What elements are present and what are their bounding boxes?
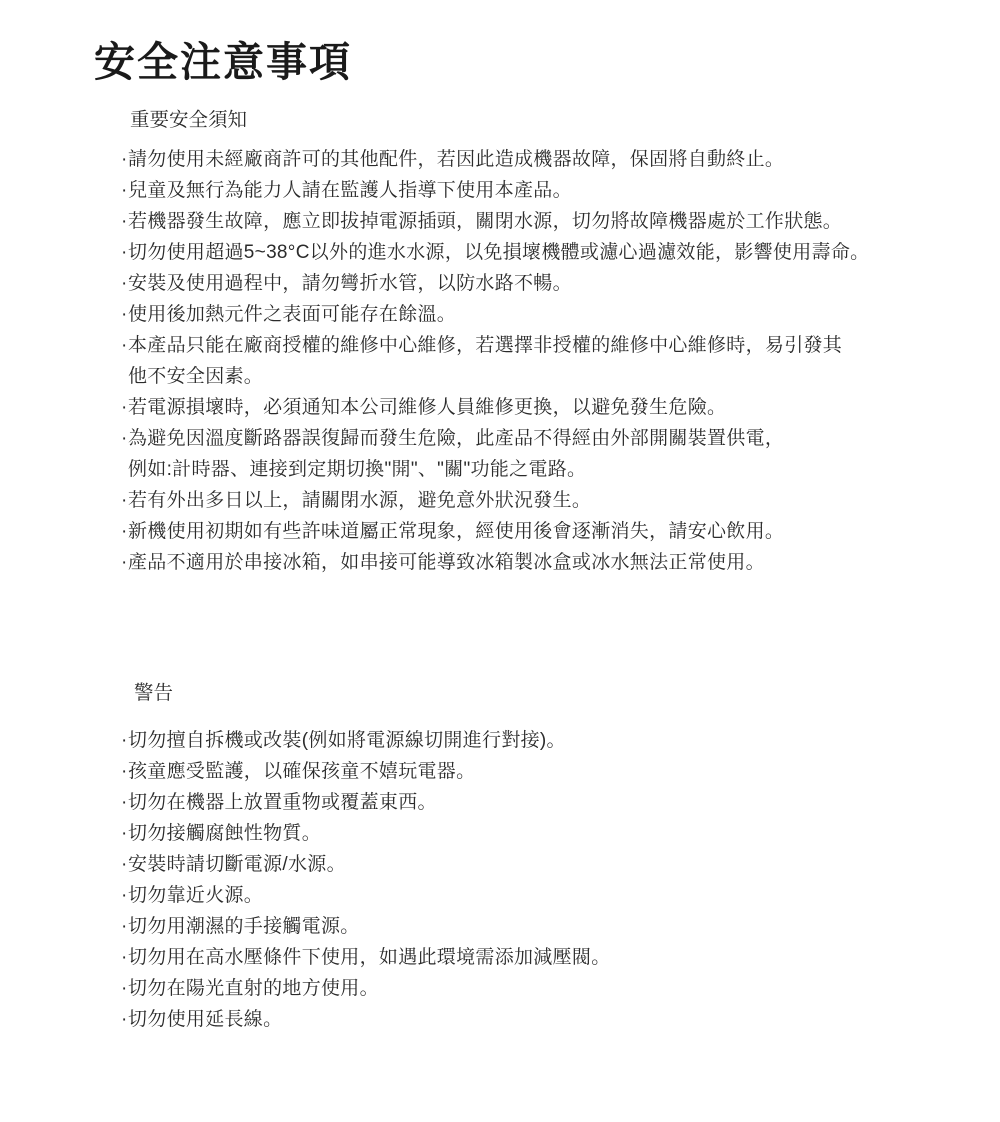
warning-item-text: 切勿在機器上放置重物或覆蓋東西。 (128, 792, 437, 813)
warning-item (121, 942, 611, 973)
warning-item-text: 切勿擅自拆機或改裝(例如將電源線切開進行對接)。 (128, 730, 566, 751)
bullet-dot: · (121, 854, 128, 875)
warning-item (121, 787, 611, 818)
bullet-dot: · (121, 242, 128, 263)
safety-item-text: 兒童及無行為能力人請在監護人指導下使用本產品。 (128, 180, 572, 201)
bullet-dot: · (121, 180, 128, 201)
safety-item (121, 485, 869, 516)
safety-item (121, 392, 869, 423)
safety-item-text: 產品不適用於串接冰箱，如串接可能導致冰箱製冰盒或冰水無法正常使用。 (128, 552, 765, 573)
safety-item-continuation (121, 361, 869, 392)
bullet-dot: · (121, 885, 128, 906)
safety-item (121, 299, 869, 330)
warning-item-text: 切勿在陽光直射的地方使用。 (128, 978, 379, 999)
safety-item-text: 請勿使用未經廠商許可的其他配件，若因此造成機器故障，保固將自動終止。 (128, 149, 785, 170)
bullet-dot: · (121, 916, 128, 937)
warning-item (121, 849, 611, 880)
warning-item (121, 973, 611, 1004)
bullet-dot: · (121, 428, 128, 449)
safety-item-text: 新機使用初期如有些許味道屬正常現象，經使用後會逐漸消失，請安心飲用。 (128, 521, 785, 542)
safety-item-text: 使用後加熱元件之表面可能存在餘溫。 (128, 304, 457, 325)
warning-item (121, 911, 611, 942)
bullet-dot: · (121, 792, 128, 813)
safety-item-text: 他不安全因素。 (128, 366, 264, 387)
warning-item (121, 1004, 611, 1035)
bullet-dot: · (121, 521, 128, 542)
bullet-dot: · (121, 761, 128, 782)
safety-item-continuation (121, 454, 869, 485)
page-title: 安全注意事項 (94, 39, 352, 85)
safety-item-text: 若電源損壞時，必須通知本公司維修人員維修更換，以避免發生危險。 (128, 397, 727, 418)
warning-item-text: 孩童應受監護，以確保孩童不嬉玩電器。 (128, 761, 476, 782)
safety-item (121, 144, 869, 175)
safety-item-text: 安裝及使用過程中，請勿彎折水管，以防水路不暢。 (128, 273, 572, 294)
bullet-dot: · (121, 552, 128, 573)
bullet-dot: · (121, 273, 128, 294)
bullet-dot: · (121, 730, 128, 751)
important-safety-heading: 重要安全須知 (130, 109, 248, 131)
bullet-dot: · (121, 304, 128, 325)
safety-item-text: 例如:計時器、連接到定期切換"開"、"關"功能之電路。 (128, 459, 587, 480)
bullet-dot: · (121, 397, 128, 418)
warning-item (121, 880, 611, 911)
warning-item (121, 818, 611, 849)
bullet-dot: · (121, 335, 128, 356)
important-safety-list (121, 144, 869, 578)
safety-item (121, 330, 869, 361)
warning-item (121, 756, 611, 787)
bullet-dot: · (121, 490, 128, 511)
safety-item (121, 268, 869, 299)
safety-item (121, 423, 869, 454)
warning-heading: 警告 (134, 682, 174, 704)
safety-item (121, 547, 869, 578)
safety-item (121, 206, 869, 237)
bullet-dot: · (121, 947, 128, 968)
safety-item (121, 237, 869, 268)
warning-list (121, 725, 611, 1035)
bullet-dot: · (121, 823, 128, 844)
bullet-dot: · (121, 211, 128, 232)
warning-item-text: 切勿用在高水壓條件下使用，如遇此環境需添加減壓閥。 (128, 947, 611, 968)
warning-item-text: 切勿靠近火源。 (128, 885, 264, 906)
safety-item-text: 切勿使用超過5~38°C以外的進水水源，以免損壞機體或濾心過濾效能，影響使用壽命。 (128, 242, 870, 263)
safety-item-text: 若機器發生故障，應立即拔掉電源插頭，關閉水源，切勿將故障機器處於工作狀態。 (128, 211, 843, 232)
warning-item-text: 切勿使用延長線。 (128, 1009, 283, 1030)
warning-item-text: 安裝時請切斷電源/水源。 (128, 854, 346, 875)
safety-item-text: 若有外出多日以上，請關閉水源，避免意外狀況發生。 (128, 490, 592, 511)
safety-item-text: 為避免因溫度斷路器誤復歸而發生危險，此產品不得經由外部開關裝置供電， (128, 428, 785, 449)
warning-item-text: 切勿用潮濕的手接觸電源。 (128, 916, 360, 937)
safety-item-text: 本產品只能在廠商授權的維修中心維修，若選擇非授權的維修中心維修時，易引發其 (128, 335, 843, 356)
bullet-dot: · (121, 978, 128, 999)
safety-item (121, 516, 869, 547)
warning-item (121, 725, 611, 756)
bullet-dot: · (121, 1009, 128, 1030)
warning-item-text: 切勿接觸腐蝕性物質。 (128, 823, 322, 844)
safety-item (121, 175, 869, 206)
bullet-dot: · (121, 149, 128, 170)
